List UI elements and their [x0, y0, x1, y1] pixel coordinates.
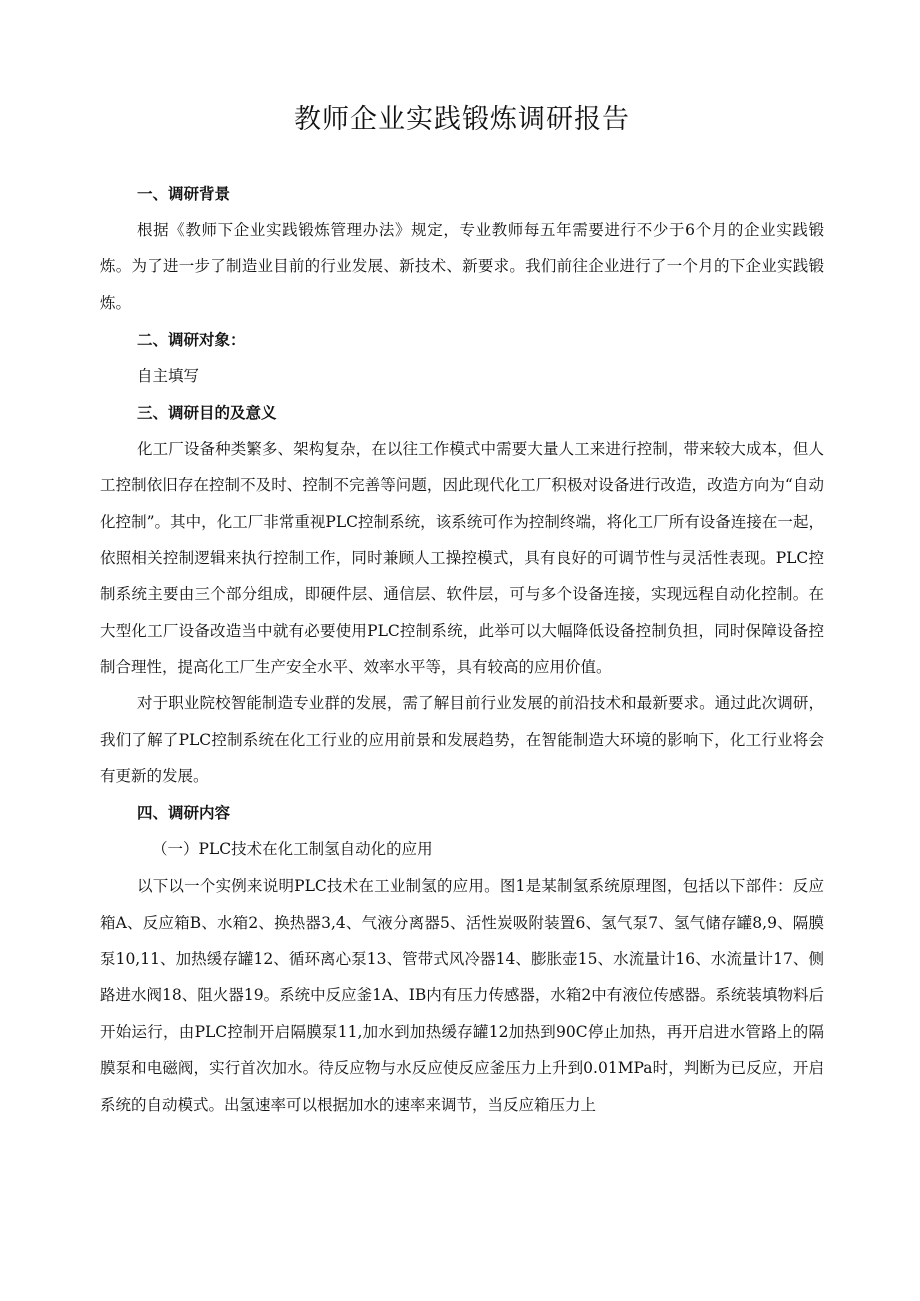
document-title: 教师企业实践锻炼调研报告: [294, 104, 630, 135]
section-heading-purpose: 三、调研目的及意义: [137, 403, 277, 423]
paragraph-content-1: 以下以一个实例来说明PLC技术在工业制氢的应用。图1是某制氢系统原理图，包括以下部件：反应箱A、反应箱B、水箱2、换热器3,4、气液分离器5、活性炭吸附装置6、氢气泵7、氢气储存罐8,9、隔膜泵10,11、加热缓存罐12、循环离心泵13、管带式风冷器14、膨胀壶15、水流量计16、水流量计17、侧路进水阀18、阻火器19。系统中反应釜1A、IB内有压力传感器，水箱2中有液位传感器。系统装填物料后开始运行，由PLC控制开启隔膜泵11,加水到加热缓存罐12加热到90C停止加热，再开启进水管路上的隔膜泵和电磁阀，实行首次加水。待反应物与水反应使反应釜压力上升到0.01MPa时，判断为已反应，开启系统的自动模式。出氢速率可以根据加水的速率来调节，当反应箱压力上: [100, 877, 824, 1114]
section-heading-background: 一、调研背景: [137, 184, 231, 203]
paragraph-background: 根据《教师下企业实践锻炼管理办法》规定，专业教师每五年需要进行不少于6个月的企业实践锻炼。为了进一步了制造业目前的行业发展、新技术、新要求。我们前往企业进行了一个月的下企业实践锻炼。: [100, 221, 824, 312]
paragraph-subject: 自主填写: [137, 366, 200, 385]
section-heading-content: 四、调研内容: [137, 803, 231, 823]
subsection-heading-plc: （一）PLC技术在化工制氢自动化的应用: [152, 840, 433, 859]
paragraph-purpose-2: 对于职业院校智能制造专业群的发展，需了解目前行业发展的前沿技术和最新要求。通过此次调研，我们了解了PLC控制系统在化工行业的应用前景和发展趋势，在智能制造大环境的影响下，化工行业将会有更新的发展。: [100, 694, 824, 785]
section-heading-subject: 二、调研对象：: [137, 329, 246, 349]
paragraph-purpose-1: 化工厂设备种类繁多、架构复杂，在以往工作模式中需要大量人工来进行控制，带来较大成本，但人工控制依旧存在控制不及时、控制不完善等问题，因此现代化工厂积极对设备进行改造，改造方向为“自动化控制”。其中，化工厂非常重视PLC控制系统，该系统可作为控制终端，将化工厂所有设备连接在一起，依照相关控制逻辑来执行控制工作，同时兼顾人工操控模式，具有良好的可调节性与灵活性表现。PLC控制系统主要由三个部分组成，即硬件层、通信层、软件层，可与多个设备连接，实现远程自动化控制。在大型化工厂设备改造当中就有必要使用PLC控制系统，此举可以大幅降低设备控制负担，同时保障设备控制合理性，提高化工厂生产安全水平、效率水平等，具有较高的应用价值。: [100, 440, 824, 676]
